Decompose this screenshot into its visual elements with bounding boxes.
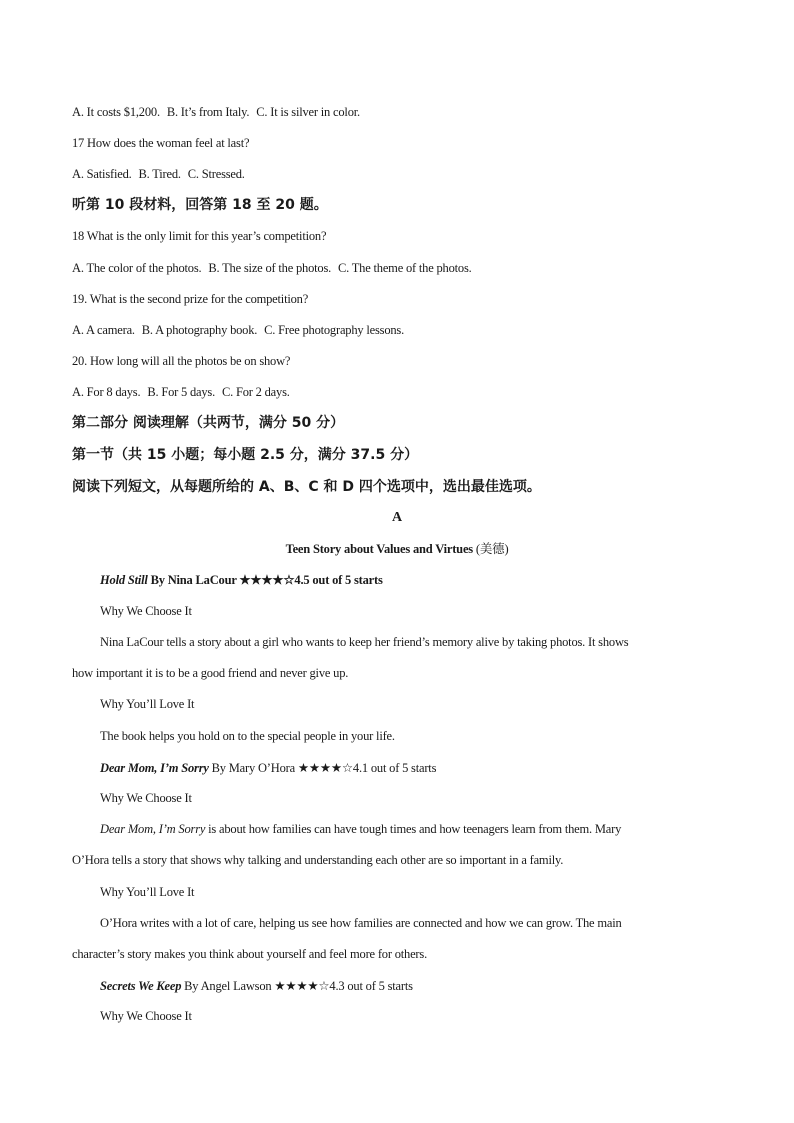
book-3-author: By Angel Lawson xyxy=(181,979,275,993)
book-3-title: Secrets We Keep xyxy=(100,979,182,993)
q18-option-a: A. The color of the photos. xyxy=(72,261,202,275)
section1-heading: 第一节（共 15 小题；每小题 2.5 分，满分 37.5 分） xyxy=(72,447,419,463)
q20-option-c: C. For 2 days. xyxy=(221,385,290,399)
q17-options xyxy=(72,166,245,182)
book-2-title-reference: Dear Mom, I’m Sorry xyxy=(100,822,206,836)
q17-option-b: B. Tired. xyxy=(138,167,181,181)
book-2-why-love-text-2: character’s story makes you think about yourself and feel more for others. xyxy=(72,947,427,961)
q20-option-b: B. For 5 days. xyxy=(147,385,216,399)
instructions: 阅读下列短文，从每题所给的 A、B、C 和 D 四个选项中，选出最佳选项。 xyxy=(72,479,541,495)
passage-title-cn: (美德) xyxy=(475,542,509,556)
q16-option-a: A. It costs $1,200. xyxy=(72,105,160,119)
book-1-rating: ★★★★☆4.5 out of 5 starts xyxy=(239,573,383,587)
book-3-rating: ★★★★☆4.3 out of 5 starts xyxy=(274,979,413,993)
passage-title-en: Teen Story about Values and Virtues xyxy=(285,542,476,556)
book-1-why-choose-text-2: how important it is to be a good friend and never give up. xyxy=(72,666,349,680)
q20-question: 20. How long will all the photos be on show? xyxy=(72,354,291,368)
q16-options xyxy=(72,104,360,120)
q16-option-b: B. It’s from Italy. xyxy=(166,105,250,119)
book-3-why-choose-label: Why We Choose It xyxy=(100,1009,192,1023)
q18-options xyxy=(72,260,472,276)
book-2-why-love-text-1: O’Hora writes with a lot of care, helping us see how families are connected and how we can grow. The main xyxy=(100,916,622,930)
book-2-why-love-label: Why You’ll Love It xyxy=(100,885,195,899)
book-2-author: By Mary O’Hora xyxy=(208,761,298,775)
q19-question: 19. What is the second prize for the competition? xyxy=(72,292,309,306)
q19-option-a: A. A camera. xyxy=(72,323,135,337)
q18-option-c: C. The theme of the photos. xyxy=(337,261,472,275)
book-2-rating: ★★★★☆4.1 out of 5 starts xyxy=(297,761,437,775)
passage-title xyxy=(0,541,794,557)
section10-heading: 听第 10 段材料，回答第 18 至 20 题。 xyxy=(72,197,328,213)
part2-heading: 第二部分 阅读理解（共两节，满分 50 分） xyxy=(72,415,345,431)
q18-option-b: B. The size of the photos. xyxy=(208,261,332,275)
q17-option-c: C. Stressed. xyxy=(187,167,245,181)
book-2-header xyxy=(100,760,436,776)
q19-option-c: C. Free photography lessons. xyxy=(264,323,405,337)
book-1-why-choose-text-1: Nina LaCour tells a story about a girl who wants to keep her friend’s memory alive by taking photos. It shows xyxy=(100,635,629,649)
book-1-author: By Nina LaCour xyxy=(147,573,240,587)
book-2-title: Dear Mom, I’m Sorry xyxy=(100,761,209,775)
book-2-why-choose-text-1 xyxy=(100,821,621,837)
q19-options xyxy=(72,322,404,338)
book-2-why-choose-text-1-body: is about how families can have tough times and how teenagers learn from them. Mary xyxy=(205,822,622,836)
q20-options xyxy=(72,384,290,400)
book-1-why-love-label: Why You’ll Love It xyxy=(100,697,195,711)
q18-question: 18 What is the only limit for this year’s competition? xyxy=(72,229,327,243)
passage-letter: A xyxy=(392,510,402,525)
q20-option-a: A. For 8 days. xyxy=(72,385,141,399)
book-1-header xyxy=(100,572,383,588)
q16-option-c: C. It is silver in color. xyxy=(256,105,360,119)
q17-option-a: A. Satisfied. xyxy=(72,167,132,181)
q17-question: 17 How does the woman feel at last? xyxy=(72,136,250,150)
book-1-why-love-text-1: The book helps you hold on to the special people in your life. xyxy=(100,729,395,743)
q19-option-b: B. A photography book. xyxy=(141,323,258,337)
book-2-why-choose-label: Why We Choose It xyxy=(100,791,192,805)
book-1-title: Hold Still xyxy=(100,573,148,587)
book-3-header xyxy=(100,978,413,994)
book-2-why-choose-text-2: O’Hora tells a story that shows why talking and understanding each other are so important in a family. xyxy=(72,853,564,867)
book-1-why-choose-label: Why We Choose It xyxy=(100,604,192,618)
